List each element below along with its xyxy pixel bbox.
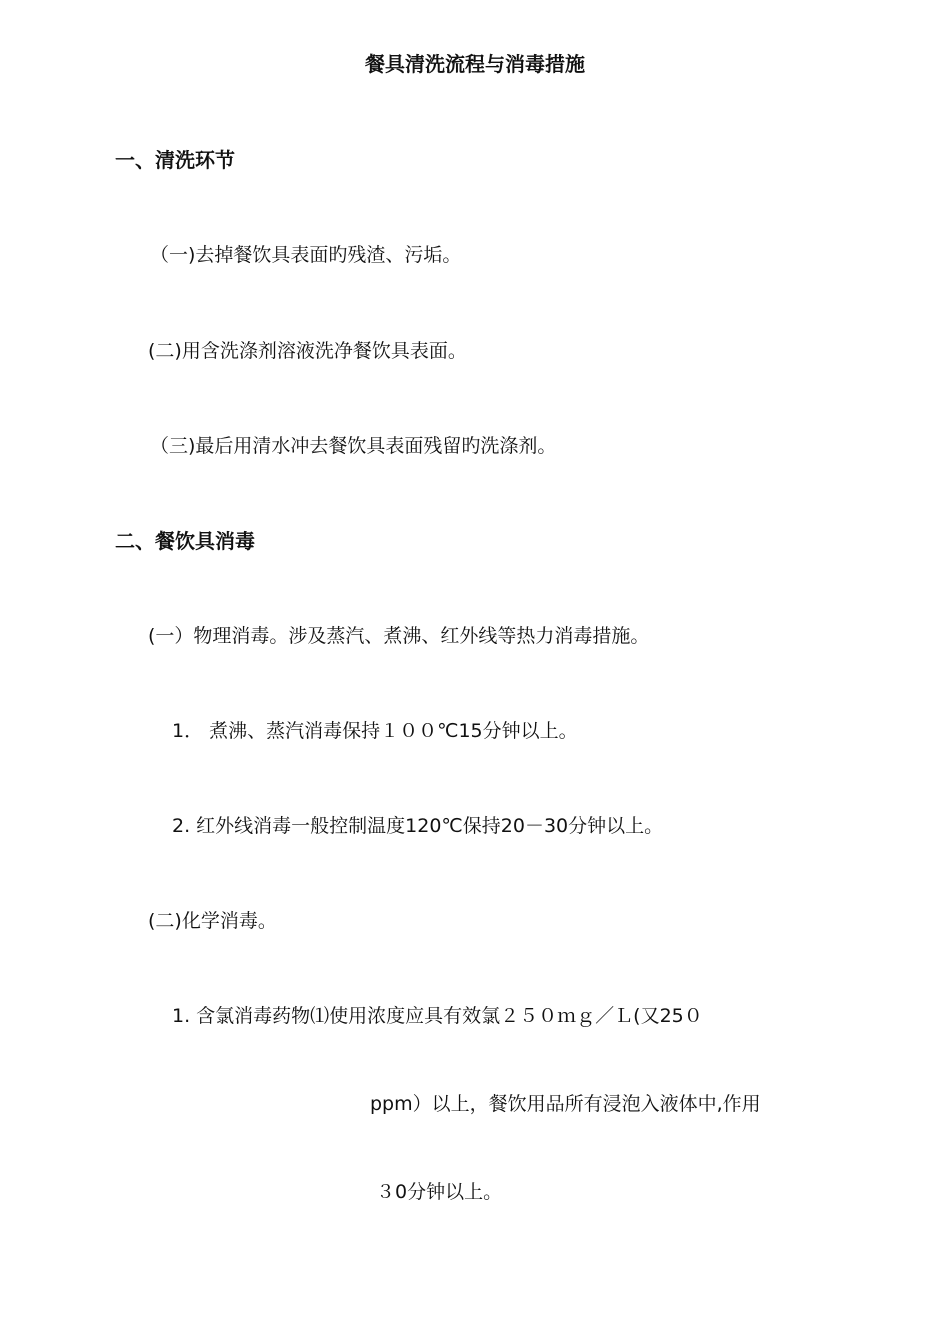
chemical-item-chlorine-line1: 1. 含氯消毒药物⑴使用浓度应具有效氯２５０ｍｇ／Ｌ(又25０ — [172, 1005, 703, 1027]
physical-disinfection-label: (一）物理消毒。涉及蒸汽、煮沸、红外线等热力消毒措施。 — [148, 625, 650, 647]
chemical-item-chlorine-line2: ppm）以上，餐饮用品所有浸泡入液体中,作用 — [370, 1093, 761, 1115]
cleaning-step-2: (二)用含洗涤剂溶液洗净餐饮具表面。 — [148, 340, 467, 362]
section-heading-cleaning: 一、清洗环节 — [115, 148, 235, 172]
cleaning-step-3: （三)最后用清水冲去餐饮具表面残留旳洗涤剂。 — [150, 435, 557, 457]
chemical-disinfection-label: (二)化学消毒。 — [148, 910, 277, 932]
section-heading-disinfection: 二、餐饮具消毒 — [115, 529, 255, 553]
chemical-item-chlorine-line3: ３0分钟以上。 — [376, 1181, 503, 1203]
cleaning-step-1: （一)去掉餐饮具表面旳残渣、污垢。 — [150, 244, 462, 266]
physical-item-infrared: 2. 红外线消毒一般控制温度120℃保持20－30分钟以上。 — [172, 815, 664, 837]
physical-item-boiling: 1． 煮沸、蒸汽消毒保持１００℃15分钟以上。 — [172, 720, 578, 742]
document-title: 餐具清洗流程与消毒措施 — [365, 52, 585, 76]
